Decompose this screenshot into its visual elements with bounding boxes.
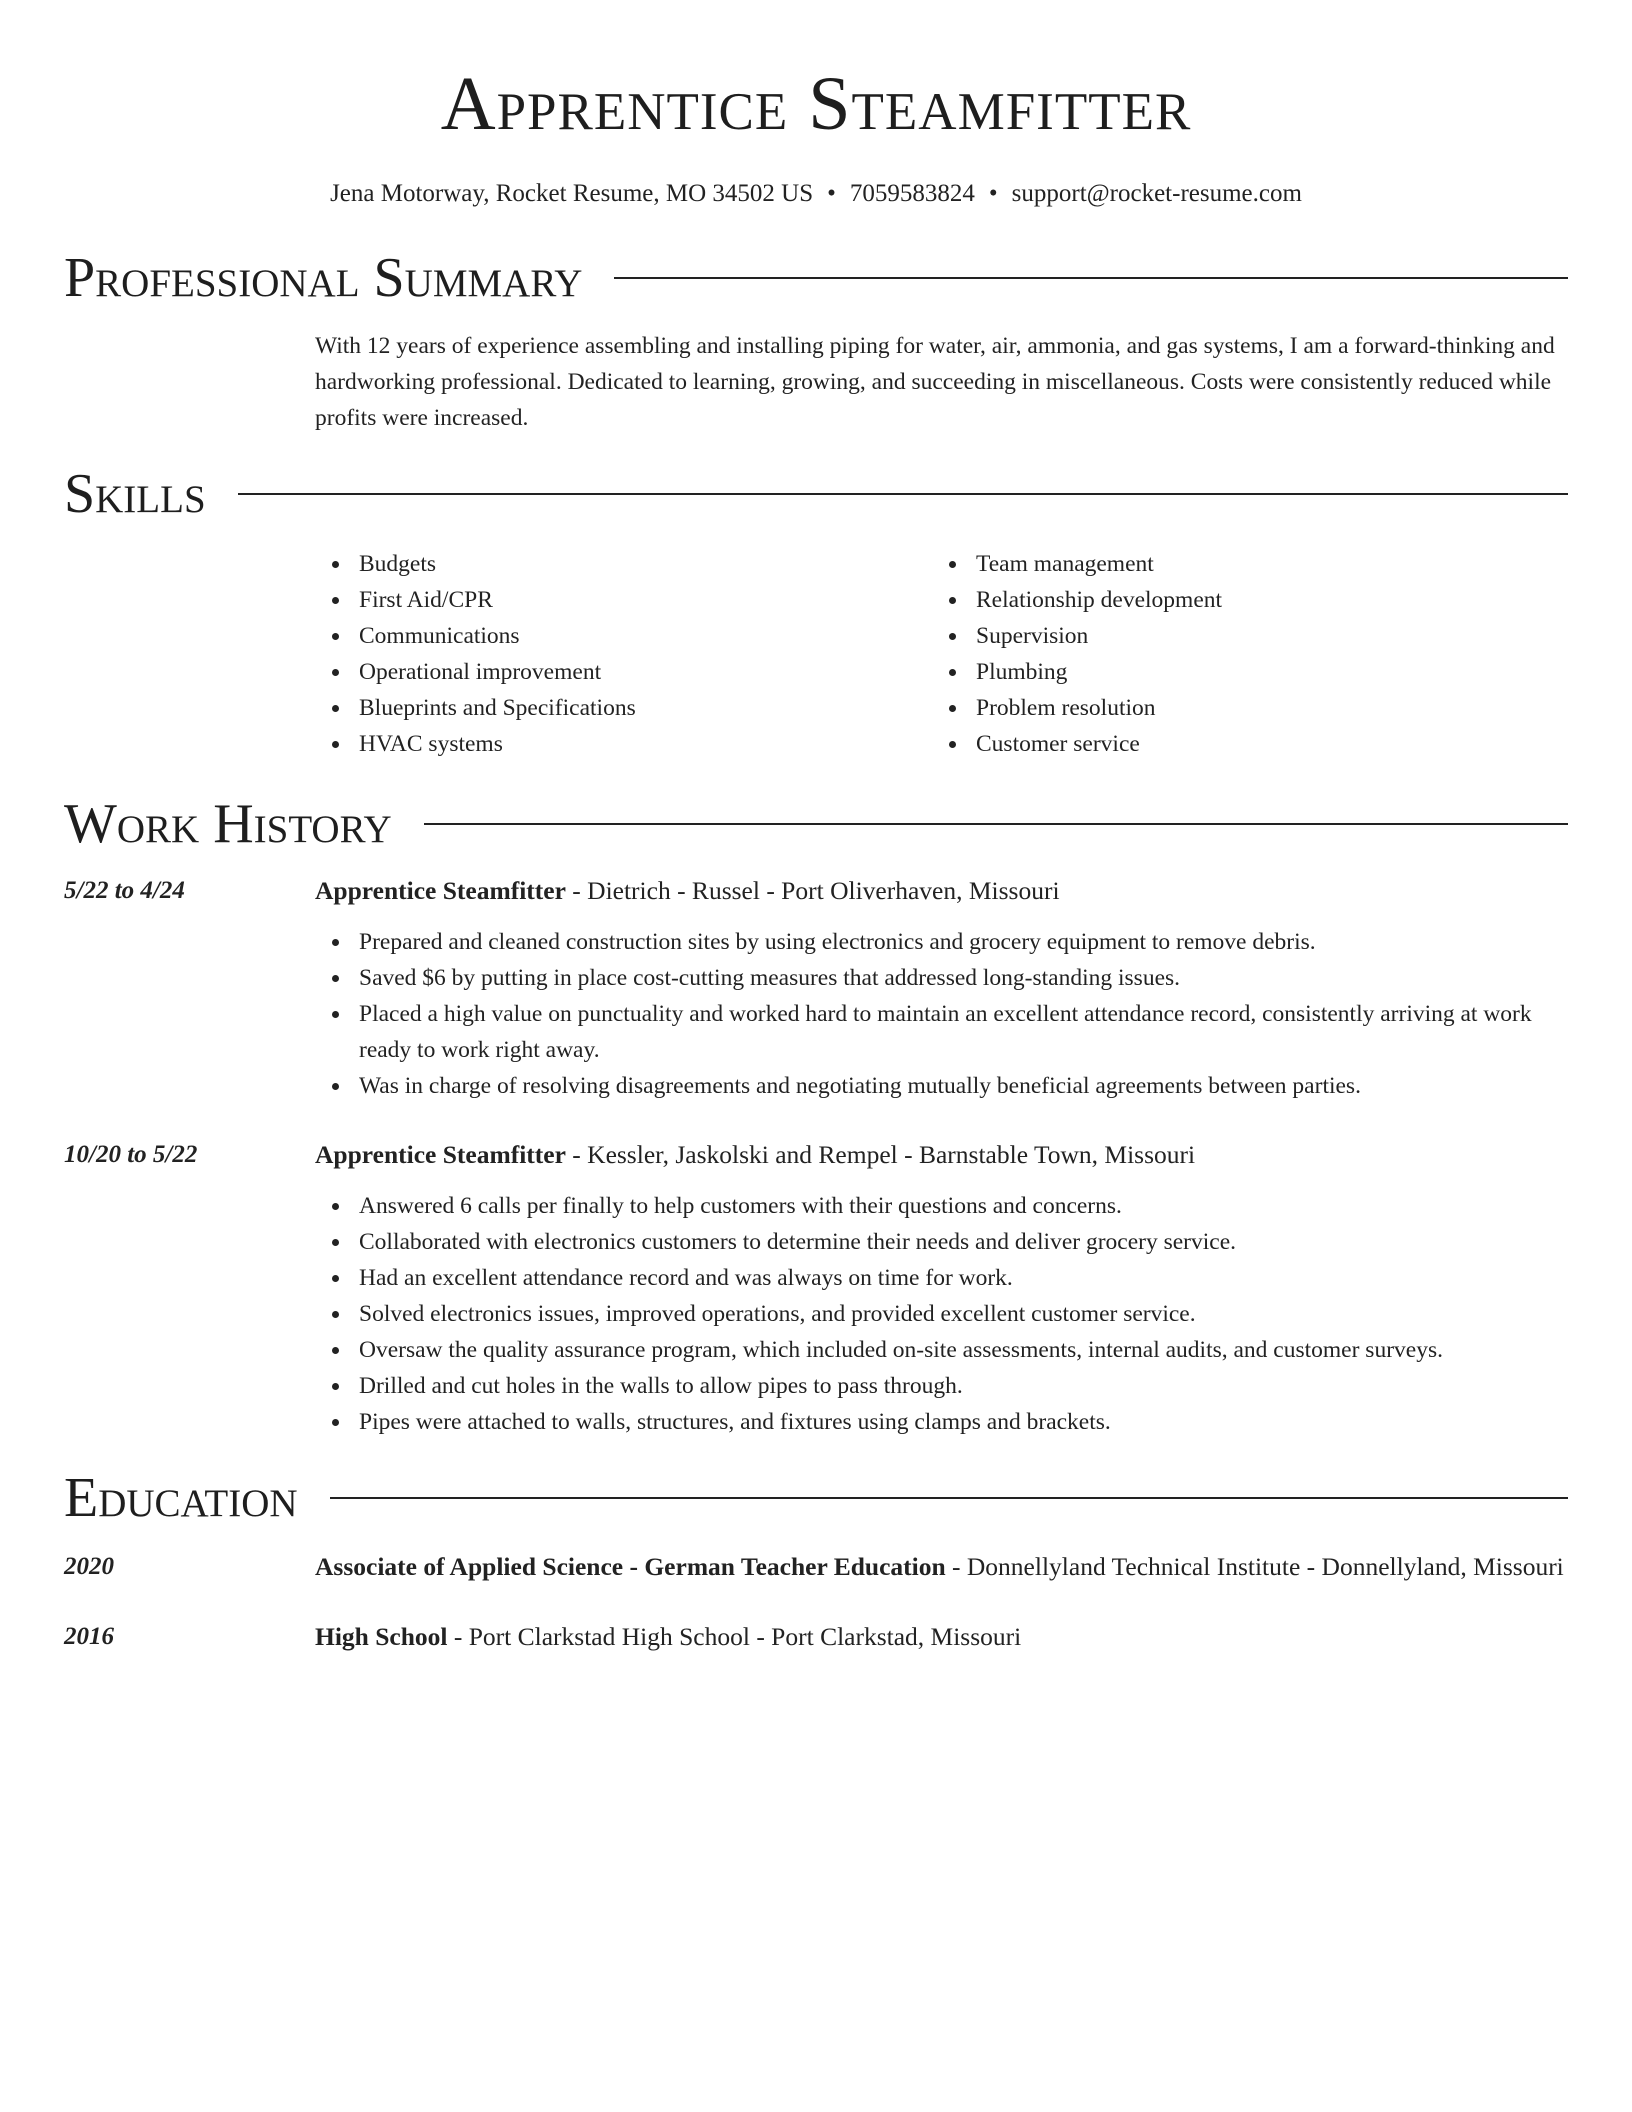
education-school: - Port Clarkstad High School - Port Clarkstad, Missouri — [447, 1622, 1022, 1651]
education-title-line — [315, 1618, 1568, 1656]
job-title: Apprentice Steamfitter — [315, 876, 566, 905]
contact-separator: • — [988, 180, 998, 207]
skill-item: Customer service — [932, 726, 1549, 762]
skill-item: Blueprints and Specifications — [315, 690, 932, 726]
skills-section-header — [64, 462, 1568, 526]
contact-phone: 7059583824 — [849, 180, 975, 207]
section-divider — [424, 823, 1568, 825]
list-item: Collaborated with electronics customers to determine their needs and deliver grocery service. — [315, 1224, 1568, 1260]
list-item: Drilled and cut holes in the walls to allow pipes to pass through. — [315, 1368, 1568, 1404]
section-title-work: Work History — [64, 793, 392, 855]
contact-address: Jena Motorway, Rocket Resume, MO 34502 US — [330, 180, 814, 207]
skill-item: Relationship development — [932, 582, 1549, 618]
contact-separator: • — [827, 180, 836, 207]
section-divider — [238, 493, 1568, 495]
skill-item: Plumbing — [932, 654, 1549, 690]
job-body — [315, 1136, 1568, 1440]
education-body — [315, 1548, 1568, 1586]
skill-item: HVAC systems — [315, 726, 932, 762]
skill-item: Team management — [932, 546, 1549, 582]
job-body — [315, 872, 1568, 1104]
list-item: Prepared and cleaned construction sites by using electronics and grocery equipment to remove debris. — [315, 924, 1568, 960]
list-item: Pipes were attached to walls, structures, and fixtures using clamps and brackets. — [315, 1404, 1568, 1440]
job-entry — [64, 1136, 1568, 1440]
education-degree: High School — [315, 1622, 448, 1651]
skill-item: Operational improvement — [315, 654, 932, 690]
job-bullets — [315, 924, 1568, 1104]
skill-item: Budgets — [315, 546, 932, 582]
skill-item: First Aid/CPR — [315, 582, 932, 618]
job-bullets — [315, 1188, 1568, 1440]
list-item: Oversaw the quality assurance program, which included on-site assessments, internal audits, and customer surveys. — [315, 1332, 1568, 1368]
job-title-line — [315, 872, 1568, 910]
education-year: 2020 — [64, 1553, 114, 1580]
list-item: Was in charge of resolving disagreements and negotiating mutually beneficial agreements between parties. — [315, 1068, 1568, 1104]
list-item: Saved $6 by putting in place cost-cutting measures that addressed long-standing issues. — [315, 960, 1568, 996]
list-item: Solved electronics issues, improved operations, and provided excellent customer service. — [315, 1296, 1568, 1332]
work-section-header — [64, 792, 1568, 856]
resume-page — [64, 0, 1568, 1656]
list-item: Placed a high value on punctuality and worked hard to maintain an excellent attendance record, consistently arriving at work ready to work right away. — [315, 996, 1568, 1068]
section-title-education: Education — [64, 1467, 298, 1529]
section-divider — [614, 277, 1568, 279]
education-year: 2016 — [64, 1623, 114, 1650]
skills-column-right — [932, 546, 1549, 762]
summary-text: With 12 years of experience assembling and installing piping for water, air, ammonia, and gas systems, I am a forward-thinking and hardworking professional. Dedicated to learning, growing, and succeeding in miscellaneous. Costs were consistently reduced while profits were increased. — [315, 333, 1555, 431]
job-dates: 10/20 to 5/22 — [64, 1141, 198, 1168]
skill-item: Supervision — [932, 618, 1549, 654]
job-dates: 5/22 to 4/24 — [64, 877, 185, 904]
skill-item: Problem resolution — [932, 690, 1549, 726]
skills-list — [315, 546, 1568, 762]
job-entry — [64, 872, 1568, 1104]
education-school: - Donnellyland Technical Institute - Donnellyland, Missouri — [945, 1552, 1564, 1581]
contact-line — [64, 178, 1568, 210]
summary-section-header — [64, 246, 1568, 310]
job-title-line — [315, 1136, 1568, 1174]
education-entry — [64, 1618, 1568, 1656]
job-employer: - Dietrich - Russel - Port Oliverhaven, Missouri — [565, 876, 1060, 905]
contact-email[interactable]: support@rocket-resume.com — [1011, 180, 1302, 207]
resume-name: Apprentice Steamfitter — [440, 62, 1192, 146]
job-title: Apprentice Steamfitter — [315, 1140, 566, 1169]
job-employer: - Kessler, Jaskolski and Rempel - Barnstable Town, Missouri — [565, 1140, 1196, 1169]
education-degree: Associate of Applied Science - German Teacher Education — [315, 1552, 946, 1581]
skill-item: Communications — [315, 618, 932, 654]
education-section-header — [64, 1466, 1568, 1530]
section-title-summary: Professional Summary — [64, 247, 583, 309]
section-divider — [330, 1497, 1568, 1499]
education-title-line — [315, 1548, 1568, 1586]
list-item: Had an excellent attendance record and was always on time for work. — [315, 1260, 1568, 1296]
education-body — [315, 1618, 1568, 1656]
list-item: Answered 6 calls per finally to help customers with their questions and concerns. — [315, 1188, 1568, 1224]
section-title-skills: Skills — [64, 463, 206, 525]
skills-column-left — [315, 546, 932, 762]
education-entry — [64, 1548, 1568, 1586]
